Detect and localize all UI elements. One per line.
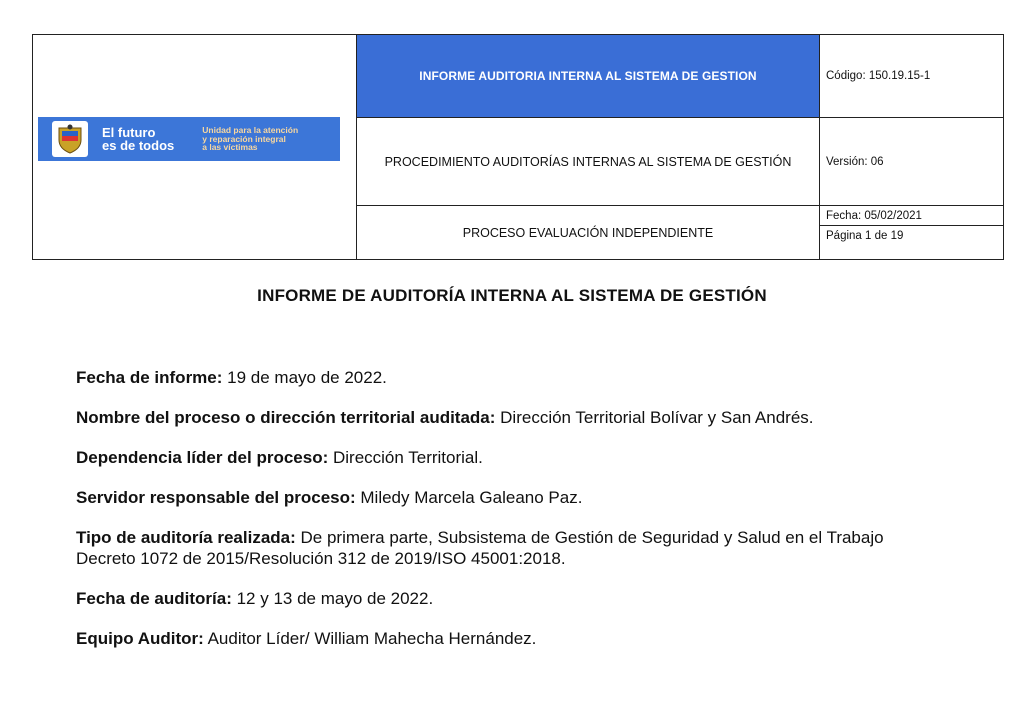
field-responsible: Servidor responsable del proceso: Miledy Marcela Galeano Paz. bbox=[76, 488, 583, 507]
document-title: INFORME DE AUDITORÍA INTERNA AL SISTEMA DE GESTIÓN bbox=[257, 286, 767, 305]
page-cell: Página 1 de 19 bbox=[820, 226, 1004, 260]
field-audit-team: Equipo Auditor: Auditor Líder/ William Mahecha Hernández. bbox=[76, 629, 537, 648]
field-report-date: Fecha de informe: 19 de mayo de 2022. bbox=[76, 368, 387, 387]
logo-subtext-line3: a las víctimas bbox=[202, 142, 258, 153]
document-header-table bbox=[32, 34, 1004, 260]
field-audit-type: Tipo de auditoría realizada: De primera parte, Subsistema de Gestión de Seguridad y Salud en el Trabajo Decreto 1072 de 2015/Resolución 312 de 2019/ISO 45001:2018. bbox=[76, 528, 884, 568]
logo-subtext-line1: Unidad para la atención bbox=[202, 125, 299, 136]
logo-text-line2: es de todos bbox=[102, 138, 175, 153]
report-title-cell: INFORME AUDITORIA INTERNA AL SISTEMA DE GESTION bbox=[357, 35, 820, 118]
code-cell: Código: 150.19.15-1 bbox=[820, 35, 1004, 118]
report-fields bbox=[76, 367, 946, 649]
version-cell: Versión: 06 bbox=[820, 118, 1004, 206]
process-cell: PROCESO EVALUACIÓN INDEPENDIENTE bbox=[357, 206, 820, 260]
logo-subtext-line2: y reparación integral bbox=[202, 133, 286, 144]
coat-of-arms-icon bbox=[52, 121, 88, 157]
procedure-cell: PROCEDIMIENTO AUDITORÍAS INTERNAS AL SISTEMA DE GESTIÓN bbox=[357, 118, 820, 206]
logo-cell bbox=[33, 35, 357, 260]
field-audit-date: Fecha de auditoría: 12 y 13 de mayo de 2022. bbox=[76, 589, 434, 608]
date-cell: Fecha: 05/02/2021 bbox=[820, 206, 1004, 226]
field-lead-unit: Dependencia líder del proceso: Dirección Territorial. bbox=[76, 448, 483, 467]
logo-text-line1: El futuro bbox=[102, 125, 156, 140]
field-process-name: Nombre del proceso o dirección territorial auditada: Dirección Territorial Bolívar y San Andrés. bbox=[76, 408, 814, 427]
institution-logo bbox=[38, 117, 340, 161]
